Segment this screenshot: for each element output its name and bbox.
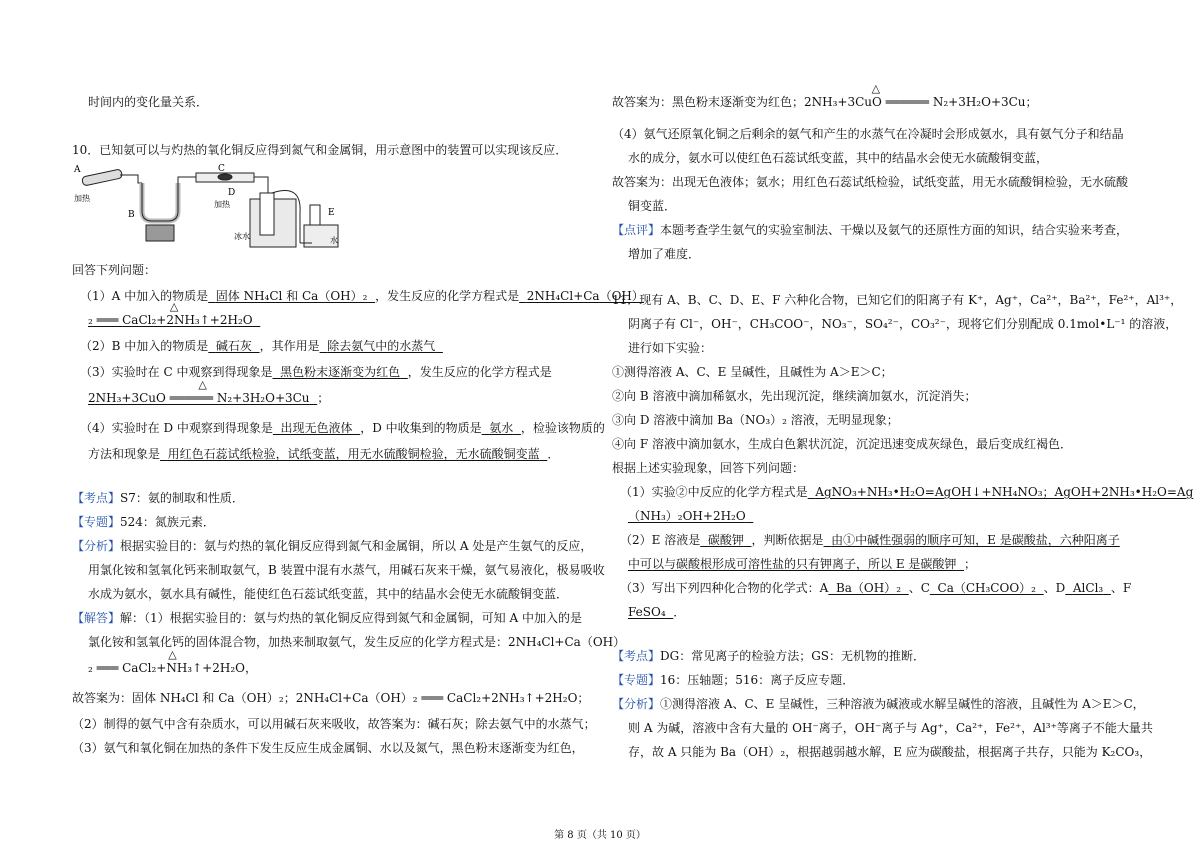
right-zhuanti: 【专题】16：压轴题；516：离子反应专题． — [612, 673, 855, 687]
left-fenxi-2: 用氯化铵和氢氧化钙来制取氨气，B 装置中混有水蒸气，用碱石灰来干燥，氨气易液化，极易吸收 — [88, 563, 605, 577]
left-fenxi-3: 水成为氨水，氨水具有碱性，能使红色石蕊试纸变蓝，其中的结晶水会使无水硫酸铜变蓝． — [88, 587, 569, 601]
part-2-line: （2）B 中加入的物质是 碱石灰 ，其作用是 除去氨气中的水蒸气 — [80, 339, 436, 353]
right-dianping-2: 增加了难度． — [628, 247, 701, 261]
sub-3-line: （3）写出下列四种化合物的化学式：A Ba（OH）₂ 、C Ca（CH₃COO）₂ 、D AlCl₃ 、F — [620, 581, 1132, 595]
right-line-5: 铜变蓝． — [628, 199, 677, 213]
right-kaodian: 【考点】DG：常见离子的检验方法；GS：无机物的推断． — [612, 649, 926, 663]
right-line-4: 故答案为：出现无色液体；氨水；用红色石蕊试纸检验，试纸变蓝，用无水硫酸铜检验，无水硫酸 — [612, 175, 1129, 189]
left-jieda-3: △ ₂ ═══ CaCl₂+NH₃↑+2H₂O， — [88, 648, 257, 675]
left-line-1: 时间内的变化量关系． — [88, 95, 209, 109]
question-11-line-3: 进行如下实验： — [628, 341, 713, 355]
question-11-line-1: 11．现有 A、B、C、D、E、F 六种化合物，已知它们的阳离子有 K⁺，Ag⁺，Ca²⁺，Ba²⁺，Fe²⁺，Al³⁺， — [612, 293, 1183, 307]
label-d: D — [228, 188, 236, 198]
label-c: C — [218, 164, 225, 174]
part-1-line: （1）A 中加入的物质是 固体 NH₄Cl 和 Ca（OH）₂ ，发生反应的化学方程式是 2NH₄Cl+Ca（OH） — [80, 289, 644, 303]
experiment-1: ①测得溶液 A、C、E 呈碱性，且碱性为 A＞E＞C； — [612, 365, 893, 379]
label-water: 水 — [330, 236, 338, 245]
part-1-equation: △ ₂ ═══ CaCl₂+2NH₃↑+2H₂O — [88, 300, 253, 327]
part-3-equation: △ 2NH₃+3CuO ══════ N₂+3H₂O+3Cu ； — [88, 378, 330, 405]
part-3-line: （3）实验时在 C 中观察到得现象是 黑色粉末逐渐变为红色 ，发生反应的化学方程式是 — [80, 365, 552, 379]
question-11-line-2: 阴离子有 Cl⁻，OH⁻，CH₃COO⁻，NO₃⁻，SO₄²⁻，CO₃²⁻，现将它们分别配成 0.1mol•L⁻¹ 的溶液， — [628, 317, 1178, 331]
right-dianping-1: 【点评】本题考查学生氨气的实验室制法、干燥以及氨气的还原性方面的知识，结合实验来考查， — [612, 223, 1129, 237]
left-jieda-5: （2）制得的氨气中含有杂质水，可以用碱石灰来吸收，故答案为：碱石灰；除去氨气中的水蒸气； — [72, 717, 596, 731]
left-fenxi-1: 【分析】根据实验目的：氨与灼热的氧化铜反应得到氮气和金属铜，所以 A 处是产生氨气的反应， — [72, 539, 593, 553]
right-fenxi-1: 【分析】①测得溶液 A、C、E 呈碱性，三种溶液为碱液或水解呈碱性的溶液，且碱性为 A＞E＞C， — [612, 697, 1145, 711]
sub-2-line-2: 中可以与碳酸根形成可溶性盐的只有钾离子，所以 E 是碳酸钾 ； — [628, 557, 977, 571]
answer-intro: 回答下列问题： — [72, 263, 157, 277]
left-zhuanti: 【专题】524：氮族元素． — [72, 515, 215, 529]
left-jieda-4: 故答案为：固体 NH₄Cl 和 Ca（OH）₂；2NH₄Cl+Ca（OH）₂ ═══ CaCl₂+2NH₃↑+2H₂O； — [72, 691, 590, 705]
sub-2-line: （2）E 溶液是 碳酸钾 ，判断依据是 由①中碱性强弱的顺序可知，E 是碳酸盐，六种阳离子 — [620, 533, 1120, 547]
left-jieda-1: 【解答】解：（1）根据实验目的：氨与灼热的氧化铜反应得到氮气和金属铜，可知 A 中加入的是 — [72, 611, 582, 625]
experiment-4: ④向 F 溶液中滴加氨水，生成白色絮状沉淀，沉淀迅速变成灰绿色，最后变成红褐色． — [612, 437, 1072, 451]
left-jieda-6: （3）氨气和氧化铜在加热的条件下发生反应生成金属铜、水以及氮气，黑色粉末逐渐变为红色， — [72, 741, 584, 755]
apparatus-figure — [72, 163, 342, 257]
label-b: B — [128, 210, 135, 220]
part-4-method: 方法和现象是 用红色石蕊试纸检验，试纸变蓝，用无水硫酸铜检验，无水硫酸铜变蓝 ． — [88, 447, 560, 461]
page-footer: 第 8 页（共 10 页） — [554, 830, 646, 841]
experiment-prompt: 根据上述实验现象，回答下列问题： — [612, 461, 805, 475]
label-a: A — [74, 165, 81, 175]
question-10: 10．已知氨可以与灼热的氧化铜反应得到氮气和金属铜，用示意图中的装置可以实现该反应． — [72, 143, 568, 157]
part-4-line: （4）实验时在 D 中观察到得现象是 出现无色液体 ，D 中收集到的物质是 氨水 ，检验该物质的 — [80, 421, 605, 435]
label-e: E — [328, 208, 335, 218]
experiment-2: ②向 B 溶液中滴加稀氨水，先出现沉淀，继续滴加氨水，沉淀消失； — [612, 389, 977, 403]
sub-1-line-2: （NH₃）₂OH+2H₂O — [628, 509, 746, 523]
right-line-2: （4）氨气还原氧化铜之后剩余的氨气和产生的水蒸气在冷凝时会形成氨水，具有氨气分子和结晶 — [612, 127, 1124, 141]
right-fenxi-2: 则 A 为碱，溶液中含有大量的 OH⁻离子，OH⁻离子与 Ag⁺，Ca²⁺，Fe²⁺，Al³⁺等离子不能大量共 — [628, 721, 1153, 735]
right-line-1: △ 故答案为：黑色粉末逐渐变为红色；2NH₃+3CuO ══════ N₂+3H₂O+3Cu； — [612, 82, 1038, 109]
left-kaodian: 【考点】S7：氨的制取和性质． — [72, 491, 244, 505]
left-jieda-2: 氯化铵和氢氧化钙的固体混合物，加热来制取氨气，发生反应的化学方程式是：2NH₄Cl+Ca（OH） — [88, 635, 626, 649]
experiment-3: ③向 D 溶液中滴加 Ba（NO₃）₂ 溶液，无明显现象； — [612, 413, 899, 427]
right-line-3: 水的成分，氨水可以使红色石蕊试纸变蓝，其中的结晶水会使无水硫酸铜变蓝， — [628, 151, 1049, 165]
label-heat-a: 加热 — [74, 194, 90, 203]
sub-3-line-2: FeSO₄ ． — [628, 605, 686, 619]
label-ice-water: 冰水 — [234, 232, 250, 241]
label-heat-c: 加热 — [214, 200, 230, 209]
sub-1-line: （1）实验②中反应的化学方程式是 AgNO₃+NH₃•H₂O=AgOH↓+NH₄NO₃；AgOH+2NH₃•H₂O=Ag — [620, 485, 1194, 499]
right-fenxi-3: 存，故 A 只能为 Ba（OH）₂，根据越弱越水解，E 应为碳酸盐，根据离子共存，只能为 K₂CO₃， — [628, 745, 1152, 759]
